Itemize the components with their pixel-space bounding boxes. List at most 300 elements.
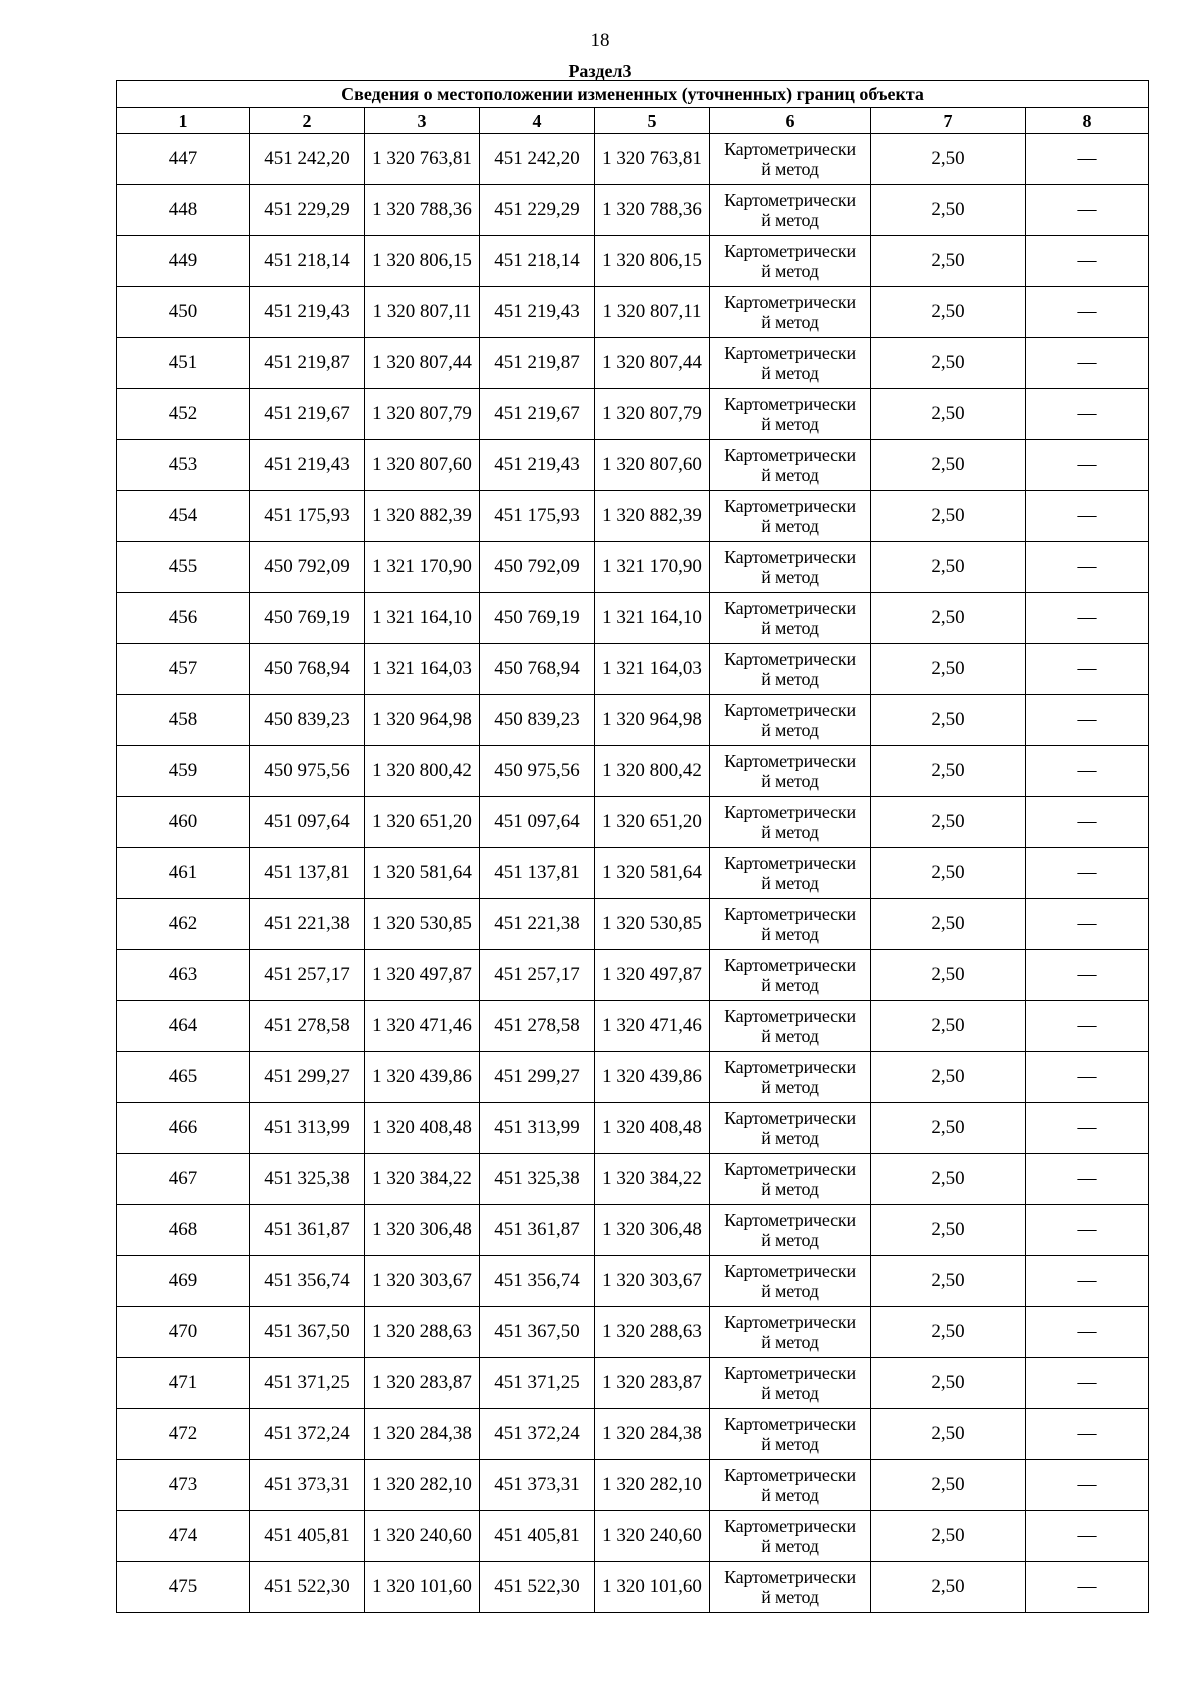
method-line: й метод: [761, 516, 819, 536]
method-cell: [710, 389, 871, 440]
coordinate-cell: 451 325,38: [250, 1154, 365, 1205]
coordinate-cell: 451 175,93: [480, 491, 595, 542]
empty-value-cell: [1026, 542, 1149, 593]
empty-value-dash: —: [1077, 1168, 1097, 1189]
method-line: Картометрически: [724, 1312, 856, 1332]
table-row: [117, 1205, 1149, 1256]
coordinate-cell: 451 299,27: [250, 1052, 365, 1103]
coordinate-cell: 451 218,14: [480, 236, 595, 287]
coordinate-cell: 451 242,20: [250, 134, 365, 185]
method-cell: [710, 899, 871, 950]
coordinate-cell: 1 320 807,79: [595, 389, 710, 440]
coordinate-cell: 1 321 164,03: [365, 644, 480, 695]
method-line: Картометрически: [724, 1057, 856, 1077]
empty-value-dash: —: [1077, 607, 1097, 628]
point-number-cell: 458: [117, 695, 250, 746]
column-number: 8: [1026, 108, 1149, 134]
point-number-cell: 463: [117, 950, 250, 1001]
method-line: Картометрически: [724, 598, 856, 618]
method-cell: [710, 1358, 871, 1409]
coordinate-cell: 1 320 303,67: [595, 1256, 710, 1307]
coordinate-cell: 1 320 807,79: [365, 389, 480, 440]
method-line: Картометрически: [724, 292, 856, 312]
point-number-cell: 461: [117, 848, 250, 899]
table-row: [117, 1103, 1149, 1154]
method-cell: [710, 542, 871, 593]
empty-value-cell: [1026, 797, 1149, 848]
point-number-cell: 449: [117, 236, 250, 287]
method-line: Картометрически: [724, 1261, 856, 1281]
accuracy-cell: 2,50: [871, 1307, 1026, 1358]
coordinate-cell: 451 137,81: [480, 848, 595, 899]
empty-value-dash: —: [1077, 1066, 1097, 1087]
table-row: [117, 848, 1149, 899]
empty-value-cell: [1026, 848, 1149, 899]
coordinate-cell: 451 242,20: [480, 134, 595, 185]
empty-value-dash: —: [1077, 658, 1097, 679]
point-number-cell: 448: [117, 185, 250, 236]
empty-value-dash: —: [1077, 556, 1097, 577]
coordinate-cell: 451 361,87: [250, 1205, 365, 1256]
point-number-cell: 475: [117, 1562, 250, 1613]
empty-value-dash: —: [1077, 505, 1097, 526]
method-cell: [710, 440, 871, 491]
coordinate-cell: 1 320 284,38: [365, 1409, 480, 1460]
method-line: Картометрически: [724, 139, 856, 159]
table-row: [117, 1154, 1149, 1205]
accuracy-cell: 2,50: [871, 644, 1026, 695]
accuracy-cell: 2,50: [871, 848, 1026, 899]
method-cell: [710, 1307, 871, 1358]
point-number-cell: 451: [117, 338, 250, 389]
empty-value-dash: —: [1077, 1015, 1097, 1036]
method-line: й метод: [761, 924, 819, 944]
section-title: Раздел3: [568, 61, 632, 81]
coordinate-cell: 451 229,29: [250, 185, 365, 236]
coordinate-cell: 451 371,25: [250, 1358, 365, 1409]
empty-value-cell: [1026, 593, 1149, 644]
method-line: й метод: [761, 618, 819, 638]
coordinate-cell: 451 405,81: [480, 1511, 595, 1562]
accuracy-cell: 2,50: [871, 491, 1026, 542]
coordinate-cell: 451 219,43: [250, 287, 365, 338]
coordinate-cell: 450 768,94: [480, 644, 595, 695]
method-line: Картометрически: [724, 853, 856, 873]
accuracy-cell: 2,50: [871, 695, 1026, 746]
method-cell: [710, 593, 871, 644]
accuracy-cell: 2,50: [871, 899, 1026, 950]
method-line: й метод: [761, 312, 819, 332]
empty-value-cell: [1026, 389, 1149, 440]
table-row: [117, 1001, 1149, 1052]
method-cell: [710, 1256, 871, 1307]
coordinate-cell: 451 219,43: [250, 440, 365, 491]
coordinate-cell: 451 367,50: [250, 1307, 365, 1358]
accuracy-cell: 2,50: [871, 797, 1026, 848]
method-line: Картометрически: [724, 1006, 856, 1026]
coordinate-cell: 451 221,38: [250, 899, 365, 950]
point-number-cell: 459: [117, 746, 250, 797]
method-line: й метод: [761, 720, 819, 740]
empty-value-cell: [1026, 1154, 1149, 1205]
point-number-cell: 468: [117, 1205, 250, 1256]
accuracy-cell: 2,50: [871, 1154, 1026, 1205]
empty-value-cell: [1026, 950, 1149, 1001]
coordinate-cell: 451 257,17: [250, 950, 365, 1001]
method-line: й метод: [761, 975, 819, 995]
point-number-cell: 472: [117, 1409, 250, 1460]
coordinate-cell: 451 219,67: [250, 389, 365, 440]
empty-value-cell: [1026, 287, 1149, 338]
empty-value-cell: [1026, 1307, 1149, 1358]
table-row: [117, 1511, 1149, 1562]
accuracy-cell: 2,50: [871, 1103, 1026, 1154]
method-line: й метод: [761, 210, 819, 230]
empty-value-dash: —: [1077, 1219, 1097, 1240]
method-line: Картометрически: [724, 496, 856, 516]
method-line: Картометрически: [724, 802, 856, 822]
point-number-cell: 467: [117, 1154, 250, 1205]
coordinate-cell: 1 321 170,90: [595, 542, 710, 593]
empty-value-cell: [1026, 338, 1149, 389]
coordinate-cell: 1 320 240,60: [365, 1511, 480, 1562]
boundary-coordinates-table: [116, 80, 1149, 1613]
coordinate-cell: 451 367,50: [480, 1307, 595, 1358]
coordinate-cell: 1 320 284,38: [595, 1409, 710, 1460]
page-number: 18: [590, 30, 610, 51]
coordinate-cell: 451 313,99: [480, 1103, 595, 1154]
method-line: й метод: [761, 1434, 819, 1454]
empty-value-cell: [1026, 1409, 1149, 1460]
accuracy-cell: 2,50: [871, 185, 1026, 236]
table-row: [117, 440, 1149, 491]
coordinate-cell: 450 792,09: [250, 542, 365, 593]
coordinate-cell: 1 320 288,63: [595, 1307, 710, 1358]
coordinate-cell: 1 320 800,42: [595, 746, 710, 797]
method-line: Картометрически: [724, 955, 856, 975]
empty-value-cell: [1026, 1052, 1149, 1103]
table-row: [117, 1409, 1149, 1460]
coordinate-cell: 1 320 288,63: [365, 1307, 480, 1358]
method-line: й метод: [761, 822, 819, 842]
column-number: 1: [117, 108, 250, 134]
empty-value-cell: [1026, 491, 1149, 542]
coordinate-cell: 1 320 530,85: [595, 899, 710, 950]
coordinate-cell: 1 320 240,60: [595, 1511, 710, 1562]
empty-value-dash: —: [1077, 811, 1097, 832]
method-line: Картометрически: [724, 1159, 856, 1179]
coordinate-cell: 451 405,81: [250, 1511, 365, 1562]
coordinate-cell: 1 320 807,60: [595, 440, 710, 491]
empty-value-cell: [1026, 1256, 1149, 1307]
empty-value-cell: [1026, 185, 1149, 236]
accuracy-cell: 2,50: [871, 287, 1026, 338]
point-number-cell: 469: [117, 1256, 250, 1307]
coordinate-cell: 1 320 101,60: [595, 1562, 710, 1613]
coordinate-cell: 451 218,14: [250, 236, 365, 287]
coordinate-cell: 1 320 581,64: [365, 848, 480, 899]
method-line: й метод: [761, 771, 819, 791]
accuracy-cell: 2,50: [871, 1358, 1026, 1409]
empty-value-cell: [1026, 746, 1149, 797]
table-row: [117, 491, 1149, 542]
method-cell: [710, 338, 871, 389]
coordinate-cell: 1 320 788,36: [365, 185, 480, 236]
empty-value-dash: —: [1077, 352, 1097, 373]
accuracy-cell: 2,50: [871, 1256, 1026, 1307]
table-row: [117, 746, 1149, 797]
coordinate-cell: 1 320 763,81: [595, 134, 710, 185]
method-line: Картометрически: [724, 700, 856, 720]
empty-value-cell: [1026, 1358, 1149, 1409]
accuracy-cell: 2,50: [871, 1001, 1026, 1052]
column-number: 5: [595, 108, 710, 134]
empty-value-dash: —: [1077, 403, 1097, 424]
empty-value-dash: —: [1077, 862, 1097, 883]
method-line: й метод: [761, 1026, 819, 1046]
coordinate-cell: 1 320 651,20: [365, 797, 480, 848]
accuracy-cell: 2,50: [871, 542, 1026, 593]
point-number-cell: 466: [117, 1103, 250, 1154]
method-line: Картометрически: [724, 1210, 856, 1230]
method-cell: [710, 644, 871, 695]
accuracy-cell: 2,50: [871, 950, 1026, 1001]
accuracy-cell: 2,50: [871, 1409, 1026, 1460]
method-line: й метод: [761, 1383, 819, 1403]
method-cell: [710, 185, 871, 236]
empty-value-dash: —: [1077, 1372, 1097, 1393]
method-line: й метод: [761, 1077, 819, 1097]
table-row: [117, 593, 1149, 644]
empty-value-cell: [1026, 899, 1149, 950]
coordinate-cell: 1 320 581,64: [595, 848, 710, 899]
method-line: Картометрически: [724, 1465, 856, 1485]
method-line: й метод: [761, 1485, 819, 1505]
method-line: Картометрически: [724, 343, 856, 363]
method-line: Картометрически: [724, 241, 856, 261]
method-cell: [710, 1511, 871, 1562]
accuracy-cell: 2,50: [871, 1562, 1026, 1613]
table-row: [117, 287, 1149, 338]
coordinate-cell: 451 097,64: [250, 797, 365, 848]
empty-value-dash: —: [1077, 760, 1097, 781]
coordinate-cell: 451 522,30: [250, 1562, 365, 1613]
empty-value-dash: —: [1077, 148, 1097, 169]
method-line: й метод: [761, 1230, 819, 1250]
empty-value-dash: —: [1077, 454, 1097, 475]
point-number-cell: 450: [117, 287, 250, 338]
method-line: й метод: [761, 669, 819, 689]
table-row: [117, 950, 1149, 1001]
method-line: й метод: [761, 873, 819, 893]
coordinate-cell: 1 320 306,48: [365, 1205, 480, 1256]
empty-value-cell: [1026, 236, 1149, 287]
coordinate-cell: 1 320 882,39: [595, 491, 710, 542]
coordinate-cell: 1 321 164,10: [365, 593, 480, 644]
empty-value-dash: —: [1077, 1321, 1097, 1342]
table-row: [117, 1562, 1149, 1613]
coordinate-cell: 451 278,58: [480, 1001, 595, 1052]
coordinate-cell: 1 320 303,67: [365, 1256, 480, 1307]
table-row: [117, 1307, 1149, 1358]
table-caption: Сведения о местоположении измененных (уточненных) границ объекта: [117, 81, 1149, 108]
coordinate-cell: 450 792,09: [480, 542, 595, 593]
empty-value-dash: —: [1077, 199, 1097, 220]
coordinate-cell: 451 372,24: [250, 1409, 365, 1460]
method-line: й метод: [761, 1281, 819, 1301]
coordinate-cell: 451 373,31: [480, 1460, 595, 1511]
accuracy-cell: 2,50: [871, 1460, 1026, 1511]
method-line: Картометрически: [724, 394, 856, 414]
coordinate-cell: 1 320 807,60: [365, 440, 480, 491]
method-cell: [710, 1205, 871, 1256]
coordinate-cell: 451 219,43: [480, 440, 595, 491]
coordinate-cell: 450 839,23: [250, 695, 365, 746]
accuracy-cell: 2,50: [871, 1511, 1026, 1562]
empty-value-dash: —: [1077, 1117, 1097, 1138]
coordinate-cell: 1 320 384,22: [365, 1154, 480, 1205]
coordinate-cell: 450 768,94: [250, 644, 365, 695]
method-line: й метод: [761, 1536, 819, 1556]
method-cell: [710, 848, 871, 899]
table-row: [117, 644, 1149, 695]
method-cell: [710, 134, 871, 185]
method-line: й метод: [761, 414, 819, 434]
method-line: й метод: [761, 363, 819, 383]
method-line: й метод: [761, 567, 819, 587]
table-row: [117, 1256, 1149, 1307]
point-number-cell: 454: [117, 491, 250, 542]
method-line: й метод: [761, 1179, 819, 1199]
coordinate-cell: 1 320 282,10: [595, 1460, 710, 1511]
coordinate-cell: 1 320 788,36: [595, 185, 710, 236]
accuracy-cell: 2,50: [871, 440, 1026, 491]
coordinate-cell: 1 320 807,44: [595, 338, 710, 389]
point-number-cell: 453: [117, 440, 250, 491]
empty-value-dash: —: [1077, 250, 1097, 271]
coordinate-cell: 451 219,87: [480, 338, 595, 389]
coordinate-cell: 451 522,30: [480, 1562, 595, 1613]
method-line: Картометрически: [724, 1516, 856, 1536]
coordinate-cell: 1 320 439,86: [595, 1052, 710, 1103]
coordinate-cell: 451 373,31: [250, 1460, 365, 1511]
coordinate-cell: 1 320 408,48: [365, 1103, 480, 1154]
table-row: [117, 1460, 1149, 1511]
table-row: [117, 134, 1149, 185]
method-cell: [710, 1001, 871, 1052]
coordinate-cell: 1 320 651,20: [595, 797, 710, 848]
accuracy-cell: 2,50: [871, 134, 1026, 185]
method-cell: [710, 236, 871, 287]
table-row: [117, 236, 1149, 287]
coordinate-cell: 450 975,56: [250, 746, 365, 797]
coordinate-cell: 1 321 164,10: [595, 593, 710, 644]
coordinate-cell: 1 320 497,87: [365, 950, 480, 1001]
empty-value-cell: [1026, 1562, 1149, 1613]
method-cell: [710, 797, 871, 848]
column-number: 3: [365, 108, 480, 134]
method-cell: [710, 1052, 871, 1103]
coordinate-cell: 1 320 964,98: [595, 695, 710, 746]
column-number: 2: [250, 108, 365, 134]
coordinate-cell: 1 320 964,98: [365, 695, 480, 746]
coordinate-cell: 451 356,74: [480, 1256, 595, 1307]
coordinate-cell: 451 137,81: [250, 848, 365, 899]
coordinate-cell: 451 313,99: [250, 1103, 365, 1154]
point-number-cell: 473: [117, 1460, 250, 1511]
method-cell: [710, 1460, 871, 1511]
column-number: 7: [871, 108, 1026, 134]
empty-value-cell: [1026, 1511, 1149, 1562]
method-line: Картометрически: [724, 1108, 856, 1128]
point-number-cell: 457: [117, 644, 250, 695]
point-number-cell: 464: [117, 1001, 250, 1052]
accuracy-cell: 2,50: [871, 1052, 1026, 1103]
coordinate-cell: 450 975,56: [480, 746, 595, 797]
coordinate-cell: 1 320 807,44: [365, 338, 480, 389]
coordinate-cell: 1 320 807,11: [595, 287, 710, 338]
accuracy-cell: 2,50: [871, 746, 1026, 797]
point-number-cell: 465: [117, 1052, 250, 1103]
table-row: [117, 542, 1149, 593]
method-line: Картометрически: [724, 751, 856, 771]
coordinate-cell: 1 320 806,15: [595, 236, 710, 287]
accuracy-cell: 2,50: [871, 338, 1026, 389]
empty-value-cell: [1026, 1001, 1149, 1052]
method-cell: [710, 950, 871, 1001]
empty-value-cell: [1026, 1205, 1149, 1256]
method-line: Картометрически: [724, 190, 856, 210]
empty-value-dash: —: [1077, 1423, 1097, 1444]
empty-value-dash: —: [1077, 1270, 1097, 1291]
coordinate-cell: 1 320 882,39: [365, 491, 480, 542]
point-number-cell: 455: [117, 542, 250, 593]
coordinate-cell: 451 325,38: [480, 1154, 595, 1205]
table-row: [117, 338, 1149, 389]
coordinate-cell: 1 320 806,15: [365, 236, 480, 287]
coordinate-cell: 451 175,93: [250, 491, 365, 542]
table-row: [117, 185, 1149, 236]
empty-value-cell: [1026, 644, 1149, 695]
empty-value-dash: —: [1077, 709, 1097, 730]
coordinate-cell: 1 321 164,03: [595, 644, 710, 695]
coordinate-cell: 451 372,24: [480, 1409, 595, 1460]
method-line: Картометрически: [724, 547, 856, 567]
coordinate-cell: 450 839,23: [480, 695, 595, 746]
method-cell: [710, 1103, 871, 1154]
method-line: Картометрически: [724, 649, 856, 669]
coordinate-cell: 1 320 439,86: [365, 1052, 480, 1103]
method-line: Картометрически: [724, 445, 856, 465]
table-row: [117, 797, 1149, 848]
accuracy-cell: 2,50: [871, 593, 1026, 644]
empty-value-cell: [1026, 695, 1149, 746]
coordinate-cell: 451 361,87: [480, 1205, 595, 1256]
coordinate-cell: 451 299,27: [480, 1052, 595, 1103]
coordinate-cell: 450 769,19: [480, 593, 595, 644]
coordinate-cell: 1 320 763,81: [365, 134, 480, 185]
point-number-cell: 462: [117, 899, 250, 950]
empty-value-cell: [1026, 1103, 1149, 1154]
coordinate-cell: 1 321 170,90: [365, 542, 480, 593]
coordinate-cell: 451 219,87: [250, 338, 365, 389]
method-cell: [710, 1409, 871, 1460]
column-number-row: [117, 108, 1149, 134]
method-line: й метод: [761, 1332, 819, 1352]
accuracy-cell: 2,50: [871, 236, 1026, 287]
method-cell: [710, 746, 871, 797]
coordinate-cell: 451 219,67: [480, 389, 595, 440]
